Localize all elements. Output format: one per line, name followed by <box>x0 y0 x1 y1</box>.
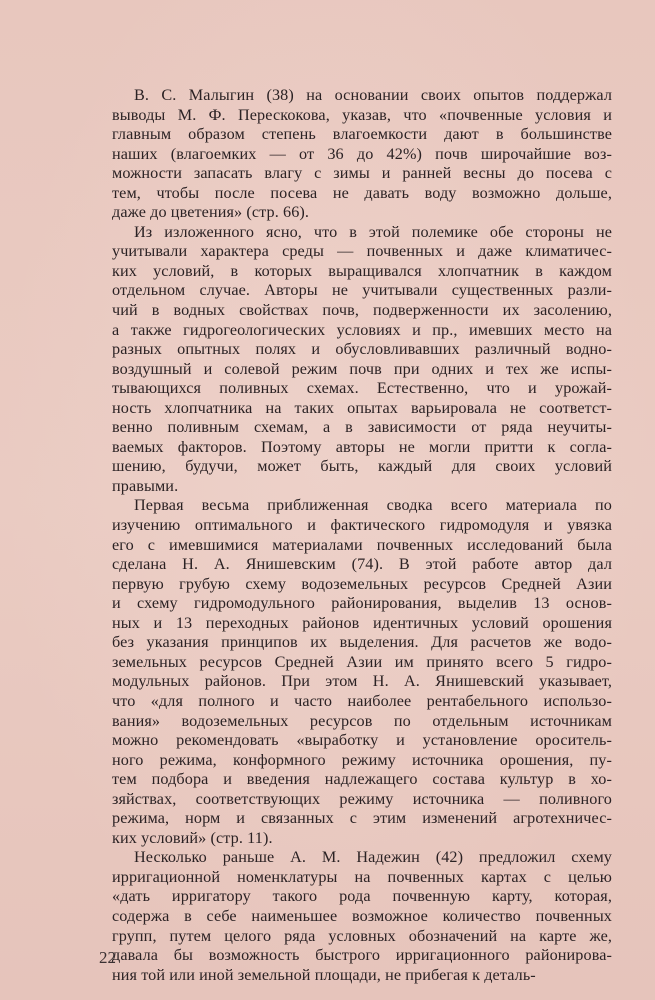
text-line: тем, чтобы после посева не давать воду возможно дольше, <box>112 183 612 202</box>
text-line: ирригационной номенклатуры на почвенных картах с целью <box>112 867 612 886</box>
text-line: шению, будучи, может быть, каждый для своих условий <box>112 457 612 476</box>
body-text <box>112 86 612 985</box>
text-line: можности запасать влагу с зимы и ранней весны до посева с <box>112 164 612 183</box>
text-line: венно поливным схемам, а в зависимости от ряда неучиты- <box>112 418 612 437</box>
text-line: изучению оптимального и фактического гидромодуля и увязка <box>112 516 612 535</box>
text-line: тем подбора и введения надлежащего состава культур в хо- <box>112 770 612 789</box>
text-line: ких условий, в которых выращивался хлопчатник в каждом <box>112 261 612 280</box>
text-line: сделана Н. А. Янишевским (74). В этой работе автор дал <box>112 555 612 574</box>
text-line: что «для полного и часто наиболее рентабельного использо- <box>112 691 612 710</box>
text-line: ваемых факторов. Поэтому авторы не могли притти к согла- <box>112 437 612 456</box>
text-line: зяйствах, соответствующих режиму источника — поливного <box>112 789 612 808</box>
text-line: а также гидрогеологических условиях и пр., имевших место на <box>112 320 612 339</box>
paragraph <box>112 496 612 848</box>
text-line: ность хлопчатника на таких опытах варьировала не соответст- <box>112 398 612 417</box>
text-line: без указания принципов их выделения. Для расчетов же водо- <box>112 633 612 652</box>
text-line: разных опытных полях и обусловливавших различный водно- <box>112 340 612 359</box>
text-line: ния той или иной земельной площади, не прибегая к деталь- <box>112 965 536 984</box>
text-line: режима, норм и связанных с этим изменений агротехничес- <box>112 809 612 828</box>
text-line: воздушный и солевой режим почв при одних и тех же испы- <box>112 359 612 378</box>
text-line: наших (влагоемких — от 36 до 42%) почв широчайшие воз- <box>112 144 612 163</box>
text-line: можно рекомендовать «выработку и установление ороситель- <box>112 731 612 750</box>
text-line: вания» водоземельных ресурсов по отдельным источникам <box>112 711 612 730</box>
text-line: первую грубую схему водоземельных ресурсов Средней Азии <box>112 574 612 593</box>
text-line: отдельном случае. Авторы не учитывали существенных разли- <box>112 281 612 300</box>
text-line: Первая весьма приближенная сводка всего материала по <box>134 496 612 515</box>
text-line: учитывали характера среды — почвенных и даже климатичес- <box>112 242 612 261</box>
text-line: ного режима, конформного режиму источника орошения, пу- <box>112 750 612 769</box>
text-line: и схему гидромодульного районирования, выделив 13 основ- <box>112 594 612 613</box>
paragraph <box>112 223 612 497</box>
text-line: земельных ресурсов Средней Азии им принято всего 5 гидро- <box>112 652 612 671</box>
text-line: его с имевшимися материалами почвенных исследований была <box>112 535 612 554</box>
text-line: модульных районов. При этом Н. А. Янишевский указывает, <box>112 672 612 691</box>
text-line: ных и 13 переходных районов идентичных условий орошения <box>112 613 612 632</box>
text-line: давала бы возможность быстрого ирригационного районирова- <box>112 946 612 965</box>
text-line: Из изложенного ясно, что в этой полемике обе стороны не <box>134 222 612 241</box>
text-line: чий в водных свойствах почв, подверженности их засолению, <box>112 301 612 320</box>
text-line: содержа в себе наименьшее возможное количество почвенных <box>112 906 612 925</box>
text-line: Несколько раньше А. М. Надежин (42) предложил схему <box>134 848 612 867</box>
text-line: тывающихся поливных схемах. Естественно, что и урожай- <box>112 379 612 398</box>
text-line: групп, путем целого ряда условных обозначений на карте же, <box>112 926 612 945</box>
paragraph <box>112 86 612 223</box>
text-line: ких условий» (стр. 11). <box>112 828 273 847</box>
text-line: «дать ирригатору такого рода почвенную карту, которая, <box>112 887 612 906</box>
page-number: 22 <box>99 948 116 967</box>
text-line: главным образом степень влагоемкости дают в большинстве <box>112 125 612 144</box>
paragraph <box>112 848 612 985</box>
text-line: В. С. Малыгин (38) на основании своих опытов поддержал <box>134 86 612 104</box>
text-line: даже до цветения» (стр. 66). <box>112 203 310 222</box>
text-line: правыми. <box>112 476 179 495</box>
text-line: выводы М. Ф. Перескокова, указав, что «почвенные условия и <box>112 105 612 124</box>
